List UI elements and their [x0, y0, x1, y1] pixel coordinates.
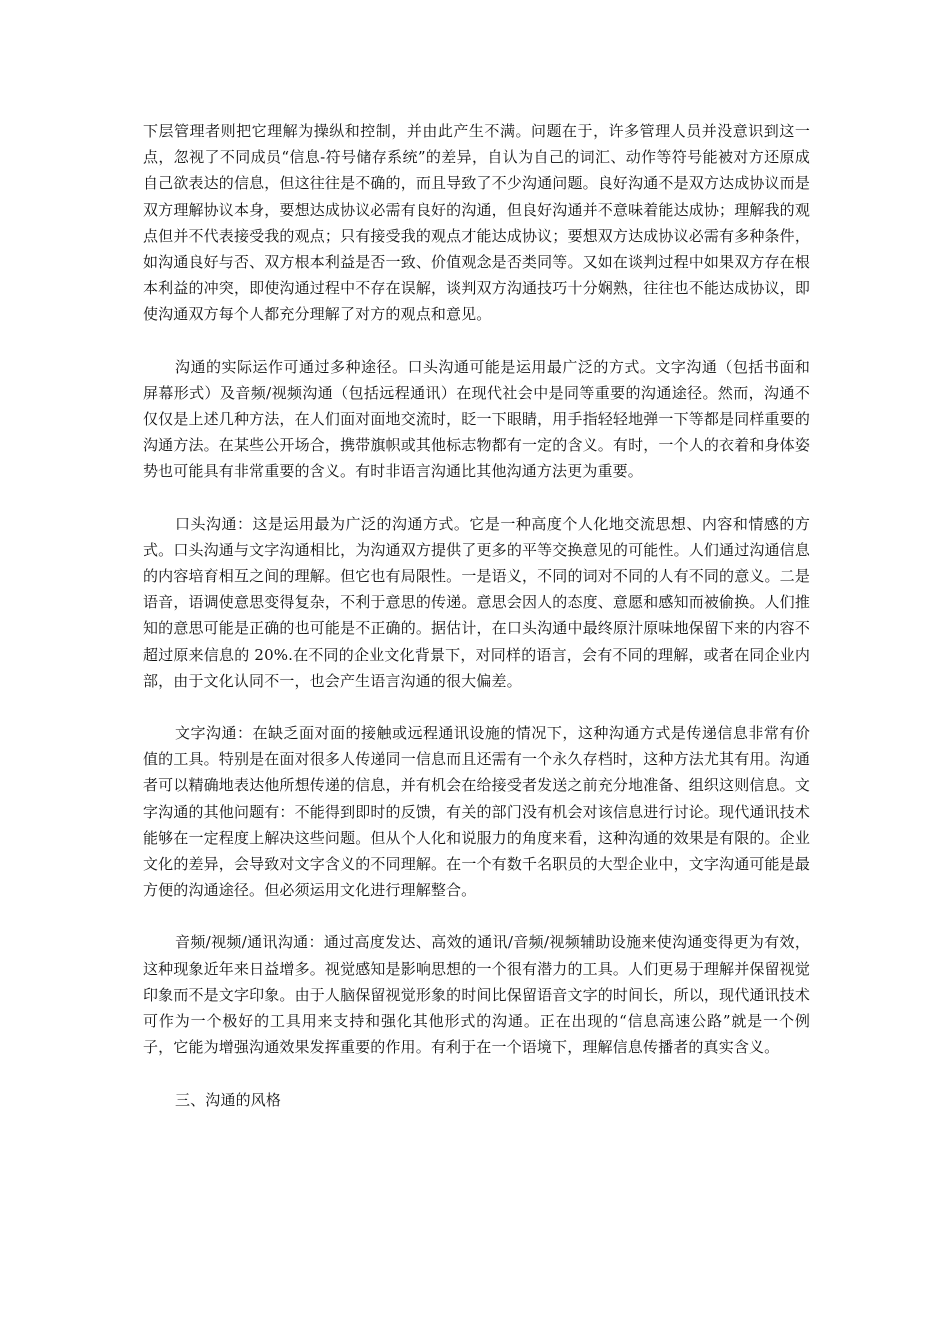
- paragraph-av-communication: 音频/视频/通讯沟通：通过高度发达、高效的通讯/音频/视频辅助设施来使沟通变得更为有效，这种现象近年来日益增多。视觉感知是影响思想的一个很有潜力的工具。人们更易于理解并保留视觉印象而不是文字印象。由于人脑保留视觉形象的时间比保留语音文字的时间长，所以，现代通讯技术可作为一个极好的工具用来支持和强化其他形式的沟通。正在出现的“信息高速公路”就是一个例子，它能为增强沟通效果发挥重要的作用。有利于在一个语境下，理解信息传播者的真实含义。: [143, 933, 810, 1057]
- section-heading: 三、沟通的风格: [175, 1090, 282, 1109]
- paragraph-oral-communication: 口头沟通：这是运用最为广泛的沟通方式。它是一种高度个人化地交流思想、内容和情感的方式。口头沟通与文字沟通相比，为沟通双方提供了更多的平等交换意见的可能性。人们通过沟通信息的内容培育相互之间的理解。但它也有局限性。一是语义，不同的词对不同的人有不同的意义。二是语音，语调使意思变得复杂，不利于意思的传递。意思会因人的态度、意愿和感知而被偷换。人们推知的意思可能是正确的也可能是不正确的。据估计，在口头沟通中最终原汁原味地保留下来的内容不超过原来信息的 20%.在不同的企业文化背景下，对同样的语言，会有不同的理解，或者在同企业内部，由于文化认同不一，也会产生语言沟通的很大偏差。: [143, 514, 810, 690]
- paragraph-written-communication: 文字沟通：在缺乏面对面的接触或远程通讯设施的情况下，这种沟通方式是传递信息非常有价值的工具。特别是在面对很多人传递同一信息而且还需有一个永久存档时，这种方法尤其有用。沟通者可以精确地表达他所想传递的信息，并有机会在给接受者发送之前充分地准备、组织这则信息。文字沟通的其他问题有：不能得到即时的反馈，有关的部门没有机会对该信息进行讨论。现代通讯技术能够在一定程度上解决这些问题。但从个人化和说服力的角度来看，这种沟通的效果是有限的。企业文化的差异，会导致对文字含义的不同理解。在一个有数千名职员的大型企业中，文字沟通可能是最方便的沟通途径。但必须运用文化进行理解整合。: [143, 724, 810, 900]
- document-page: [143, 118, 810, 1113]
- paragraph-continuation: 下层管理者则把它理解为操纵和控制，并由此产生不满。问题在于，许多管理人员并没意识到这一点，忽视了不同成员“信息-符号储存系统”的差异，自认为自己的词汇、动作等符号能被对方还原成自己欲表达的信息，但这往往是不确的，而且导致了不少沟通问题。良好沟通不是双方达成协议而是双方理解协议本身，要想达成协议必需有良好的沟通，但良好沟通并不意味着能达成协；理解我的观点但并不代表接受我的观点；只有接受我的观点才能达成协议；要想双方达成协议必需有多种条件，如沟通良好与否、双方根本利益是否一致、价值观念是否类同等。又如在谈判过程中如果双方存在根本利益的冲突，即使沟通过程中不存在误解，谈判双方沟通技巧十分娴熟，往往也不能达成协议，即使沟通双方每个人都充分理解了对方的观点和意见。: [143, 122, 810, 324]
- paragraph-communication-channels: 沟通的实际运作可通过多种途径。口头沟通可能是运用最广泛的方式。文字沟通（包括书面和屏幕形式）及音频/视频沟通（包括远程通讯）在现代社会中是同等重要的沟通途径。然而，沟通不仅仅是上述几种方法，在人们面对面地交流时，眨一下眼睛，用手指轻轻地弹一下等都是同样重要的沟通方法。在某些公开场合，携带旗帜或其他标志物都有一定的含义。有时，一个人的衣着和身体姿势也可能具有非常重要的含义。有时非语言沟通比其他沟通方法更为重要。: [143, 357, 810, 481]
